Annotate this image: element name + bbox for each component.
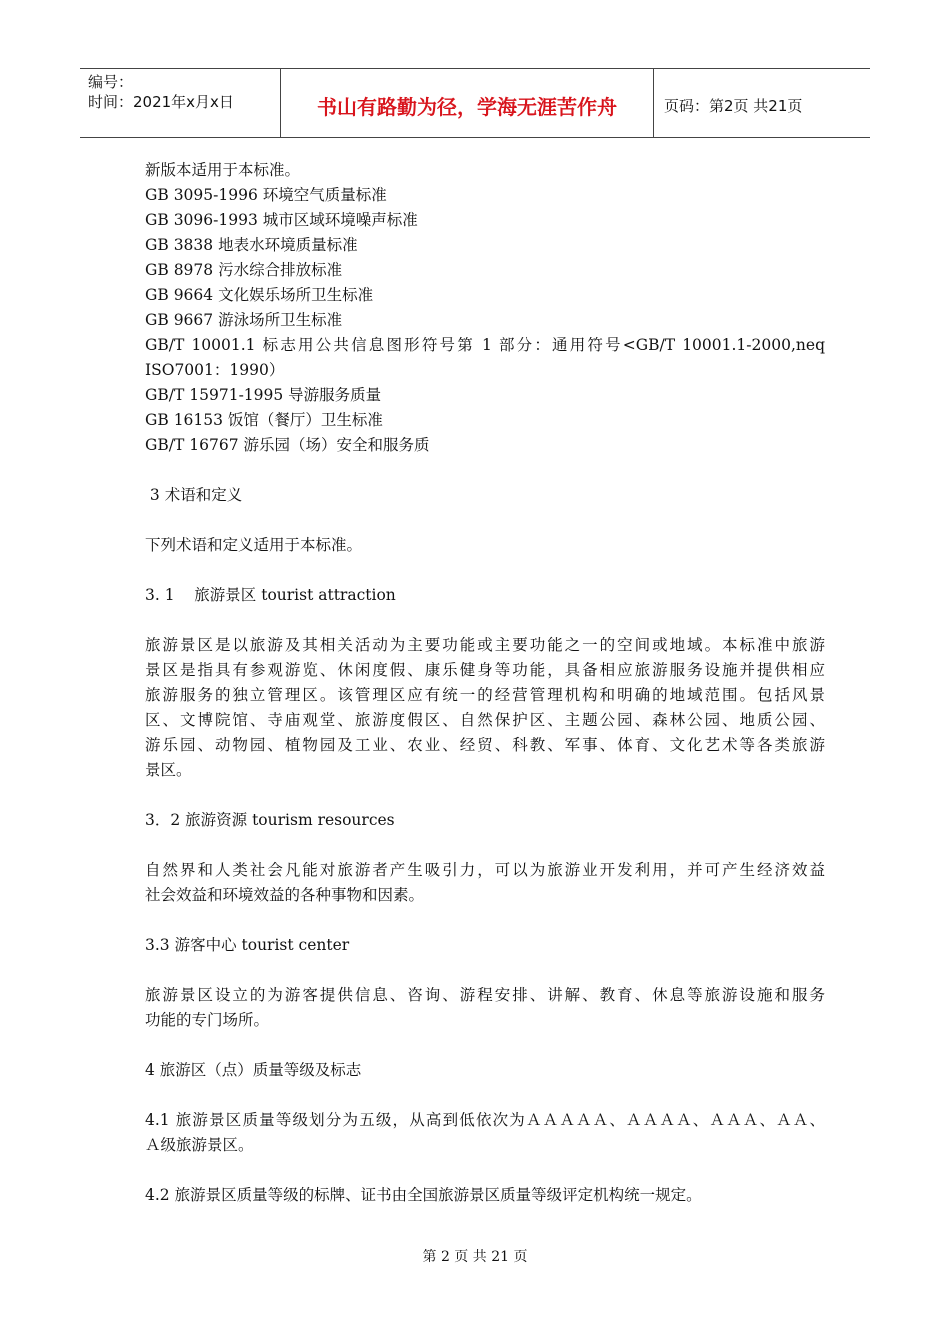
ref-line: 新版本适用于本标准。 <box>145 161 301 179</box>
document-body <box>145 158 825 1208</box>
term-3-3-body-line: 功能的专门场所。 <box>145 1011 270 1029</box>
term-3-1-body-line: 景区。 <box>145 761 192 779</box>
term-3-3-title: 3.3 游客中心 tourist center <box>145 936 350 954</box>
ref-line: GB 9664 文化娱乐场所卫生标准 <box>145 286 374 304</box>
term-3-1-body-line: 旅游景区是以旅游及其相关活动为主要功能或主要功能之一的空间或地域。本标准中旅游 <box>145 636 825 654</box>
ref-line: GB/T 10001.1 标志用公共信息图形符号第 1 部分：通用符号<GB/T 10001.1-2000,neq <box>145 336 825 354</box>
section-3-title: 3 术语和定义 <box>145 486 243 504</box>
term-3-1-body-line: 旅游服务的独立管理区。该管理区应有统一的经营管理机构和明确的地域范围。包括风景 <box>145 686 825 704</box>
term-3-1-body-line: 游乐园、动物园、植物园及工业、农业、经贸、科教、军事、体育、文化艺术等各类旅游 <box>145 736 825 754</box>
section-4-title: 4 旅游区（点）质量等级及标志 <box>145 1061 362 1079</box>
doc-number-label: 编号： <box>88 73 134 91</box>
ref-line: GB/T 15971-1995 导游服务质量 <box>145 386 382 404</box>
ref-line: GB 16153 饭馆（餐厅）卫生标准 <box>145 411 383 429</box>
ref-line: GB 9667 游泳场所卫生标准 <box>145 311 343 329</box>
doc-time-label: 时间：2021年x月x日 <box>88 93 234 111</box>
page-footer: 第 2 页 共 21 页 <box>422 1249 528 1265</box>
term-3-3-body-line: 旅游景区设立的为游客提供信息、咨询、游程安排、讲解、教育、休息等旅游设施和服务 <box>145 986 825 1004</box>
ref-line: GB 3838 地表水环境质量标准 <box>145 236 358 254</box>
ref-line: ISO7001：1990） <box>145 361 285 379</box>
clause-4-1-line: 4.1 旅游景区质量等级划分为五级，从高到低依次为ＡＡＡＡＡ、ＡＡＡＡ、ＡＡＡ、ＡＡ、 <box>145 1111 825 1129</box>
term-3-2-title: 3．2 旅游资源 tourism resources <box>145 811 395 829</box>
header-page-label: 页码：第2页 共21页 <box>664 96 803 115</box>
page-header <box>80 68 870 138</box>
ref-line: GB 3095-1996 环境空气质量标准 <box>145 186 387 204</box>
header-meta <box>80 69 281 137</box>
header-motto: 书山有路勤为径，学海无涯苦作舟 <box>281 69 654 137</box>
term-3-1-title: 3. 1 旅游景区 tourist attraction <box>145 586 396 604</box>
ref-line: GB 3096-1993 城市区域环境噪声标准 <box>145 211 418 229</box>
term-3-1-body-line: 区、文博院馆、寺庙观堂、旅游度假区、自然保护区、主题公园、森林公园、地质公园、 <box>145 711 825 729</box>
ref-line: GB/T 16767 游乐园（场）安全和服务质 <box>145 436 430 454</box>
term-3-1-body-line: 景区是指具有参观游览、休闲度假、康乐健身等功能，具备相应旅游服务设施并提供相应 <box>145 661 825 679</box>
section-3-intro: 下列术语和定义适用于本标准。 <box>145 536 363 554</box>
clause-4-2: 4.2 旅游景区质量等级的标牌、证书由全国旅游景区质量等级评定机构统一规定。 <box>145 1186 702 1204</box>
term-3-2-body-line: 社会效益和环境效益的各种事物和因素。 <box>145 886 425 904</box>
term-3-2-body-line: 自然界和人类社会凡能对旅游者产生吸引力，可以为旅游业开发利用，并可产生经济效益 <box>145 861 825 879</box>
ref-line: GB 8978 污水综合排放标准 <box>145 261 343 279</box>
clause-4-1-line: Ａ级旅游景区。 <box>145 1136 254 1154</box>
